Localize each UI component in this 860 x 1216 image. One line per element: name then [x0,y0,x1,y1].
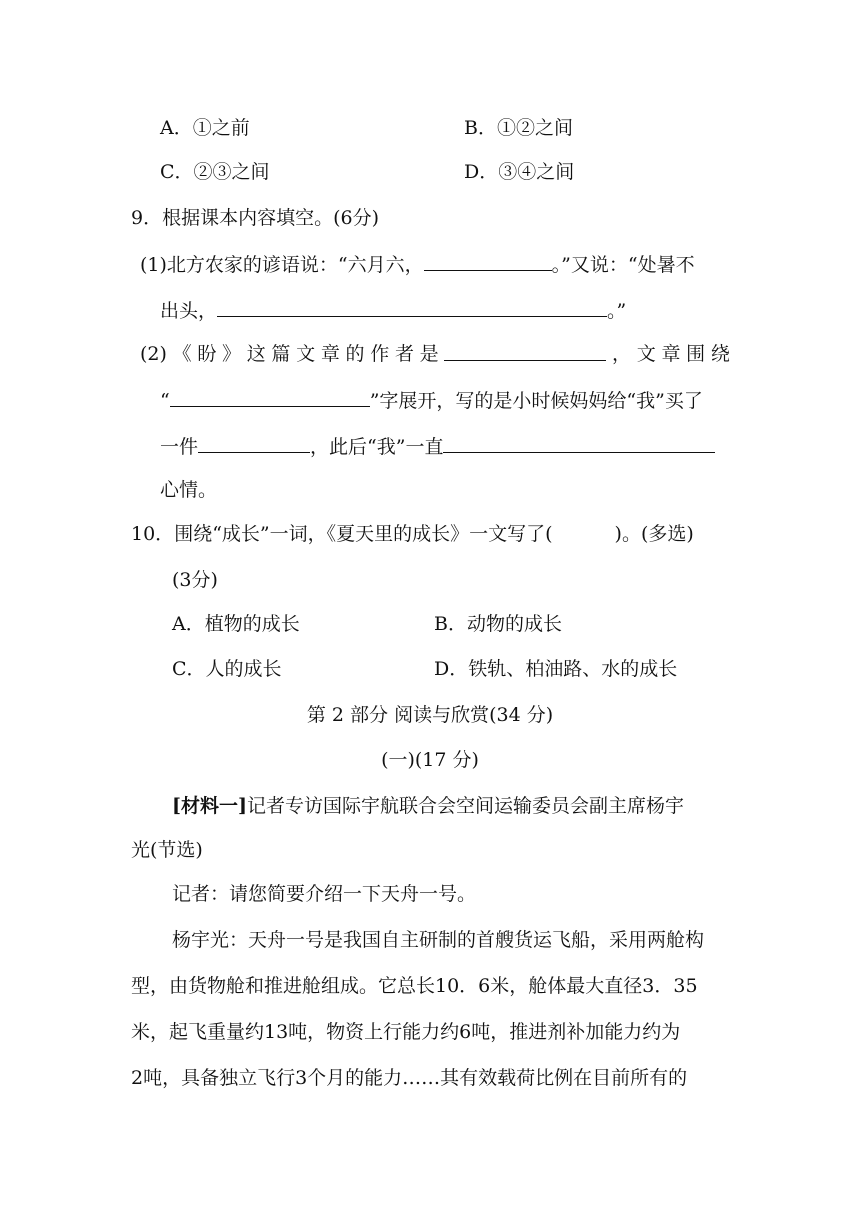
q9-part2-char: 是 [419,343,439,365]
material-paragraph-2-line3: 米，起飞重量约13吨，物资上行能力约6吨，推进剂补加能力约为 [131,1021,681,1043]
q10-option-a: A．植物的成长 [172,613,300,635]
q9-part1-text-c: 出头， [160,300,218,322]
q10-stem-text: )。(多选) [614,523,694,545]
q8-option-a: A．①之前 [160,117,250,139]
q9-part2-quote-open: “ [160,390,170,412]
q10-stem-text: 围绕“成长”一词，《夏天里的成长》一文写了( [174,523,553,545]
material-paragraph-2-line1: 杨宇光：天舟一号是我国自主研制的首艘货运飞船，采用两舱构 [172,929,705,951]
q9-stem [131,206,379,230]
q9-part1-line2 [160,298,626,323]
q9-part2-text: 一件 [160,436,199,458]
q9-stem-text: 根据课本内容填空。(6分) [162,207,380,229]
q9-part2-line4: 心情。 [160,479,218,501]
material-title-line2: 光(节选) [131,839,203,861]
q9-part2-line2 [160,388,703,413]
q9-part2-char: 绕 [710,343,730,365]
q9-part1-text-d: 。” [607,300,627,322]
q9-part2-char: 章 [661,343,681,365]
section-title: 第 2 部分 阅读与欣赏(34 分) [306,704,554,726]
blank-q9-3[interactable] [444,342,606,361]
q8-option-d: D．③④之间 [464,161,575,183]
q10-option-c: C．人的成长 [172,658,282,680]
q9-part2-char: 这 [246,343,266,365]
q9-part2-char: 文 [296,343,316,365]
q9-part2-char: 文 [636,343,656,365]
material-paragraph-2-line2: 型，由货物舱和推进舱组成。它总长10．6米，舱体最大直径3．35 [131,975,698,997]
blank-q9-5[interactable] [198,434,310,453]
q9-part1-text-b: 。”又说：“处暑不 [551,254,695,276]
q9-part2-char: (2) [140,343,167,365]
q9-part1-text-a: (1)北方农家的谚语说：“六月六， [140,254,424,276]
blank-q9-2[interactable] [217,298,607,317]
q9-part2-line1 [140,342,730,366]
q8-option-b: B．①②之间 [464,117,573,139]
q9-part2-char: 章 [320,343,340,365]
q9-part2-char: 围 [686,343,706,365]
q9-part2-char: 的 [345,343,365,365]
q9-part2-line3 [160,434,715,459]
q10-number: 10． [131,523,175,545]
blank-q9-6[interactable] [443,434,715,453]
q9-part2-quote-close: ”字展开，写的是小时候妈妈给“我”买了 [369,390,703,412]
q10-option-d: D．铁轨、柏油路、水的成长 [434,658,678,680]
section-subtitle: (一)(17 分) [381,749,479,771]
q9-part2-char: 》 [222,343,242,365]
q9-part2-text: ，此后“我”一直 [310,436,444,458]
blank-q9-4[interactable] [170,388,370,407]
q9-part2-char: 盼 [197,343,217,365]
blank-q9-1[interactable] [424,252,552,271]
q9-part2-char: 《 [172,343,192,365]
q9-part2-char: 者 [394,343,414,365]
q9-part2-char: 篇 [271,343,291,365]
material-title-line1 [172,794,684,818]
material-paragraph-2-line4: 2吨，具备独立飞行3个月的能力……其有效载荷比例在目前所有的 [131,1067,688,1089]
q9-part2-char: 作 [370,343,390,365]
q8-option-c: C．②③之间 [160,161,270,183]
material-title-text: 记者专访国际宇航联合会空间运输委员会副主席杨宇 [246,795,684,817]
q10-score: (3分) [172,569,218,591]
q10-stem [131,522,694,546]
material-paragraph-1: 记者：请您简要介绍一下天舟一号。 [172,883,477,905]
q10-option-b: B．动物的成长 [434,613,562,635]
material-label: [材料一] [172,795,247,817]
q9-part2-char: ， [612,343,632,365]
q9-number: 9． [131,207,163,229]
q9-part1-line1 [140,252,695,277]
